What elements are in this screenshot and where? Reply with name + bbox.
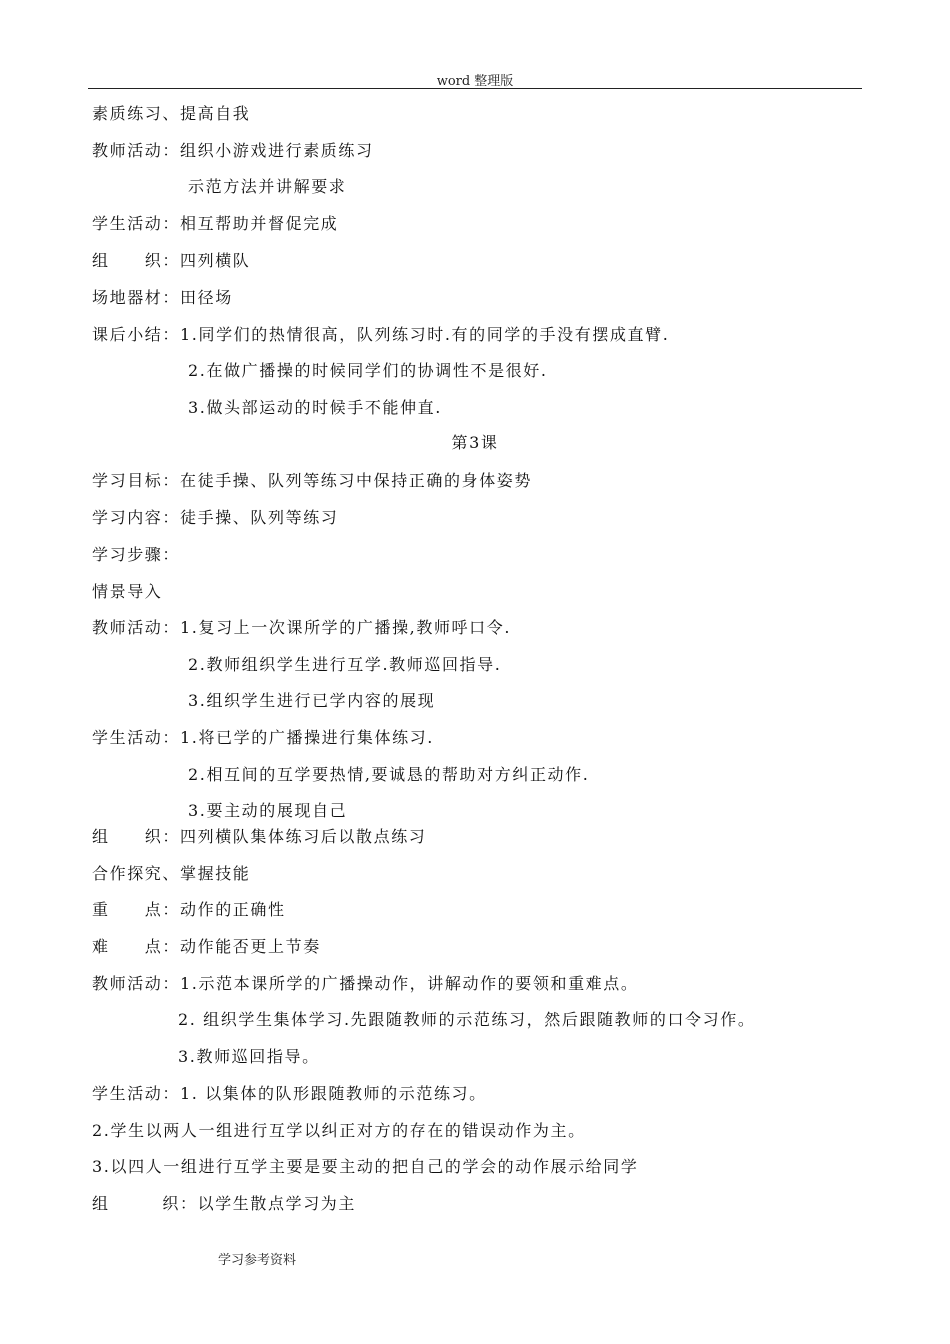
text-line: 组 织：以学生散点学习为主 — [92, 1194, 357, 1213]
text-line: 2.学生以两人一组进行互学以纠正对方的存在的错误动作为主。 — [92, 1121, 586, 1140]
page-header: word 整理版 — [436, 74, 514, 89]
text-line: 3.以四人一组进行互学主要是要主动的把自己的学会的动作展示给同学 — [92, 1157, 639, 1176]
text-line: 学习内容：徒手操、队列等练习 — [92, 508, 339, 527]
section-heading: 合作探究、掌握技能 — [92, 864, 251, 883]
text-line: 场地器材：田径场 — [92, 288, 233, 307]
text-line: 3.教师巡回指导。 — [178, 1047, 320, 1066]
text-line: 学生活动：1. 以集体的队形跟随教师的示范练习。 — [92, 1084, 487, 1103]
text-line: 教师活动：1.复习上一次课所学的广播操,教师呼口令. — [92, 618, 512, 637]
text-line: 重 点：动作的正确性 — [92, 900, 286, 919]
text-line: 学习步骤： — [92, 545, 181, 564]
text-line: 3.组织学生进行已学内容的展现 — [188, 691, 436, 710]
text-line: 学生活动：相互帮助并督促完成 — [92, 214, 339, 233]
section-heading: 情景导入 — [92, 582, 163, 601]
text-line: 2. 组织学生集体学习.先跟随教师的示范练习，然后跟随教师的口令习作。 — [178, 1010, 756, 1029]
text-line: 2.相互间的互学要热情,要诚恳的帮助对方纠正动作. — [188, 765, 590, 784]
text-line: 2.教师组织学生进行互学.教师巡回指导. — [188, 655, 502, 674]
section-heading: 素质练习、提高自我 — [92, 104, 251, 123]
text-line: 教师活动：组织小游戏进行素质练习 — [92, 141, 374, 160]
text-line: 3.要主动的展现自己 — [188, 801, 348, 820]
text-line: 示范方法并讲解要求 — [188, 177, 347, 196]
text-line: 难 点：动作能否更上节奏 — [92, 937, 321, 956]
text-line: 课后小结：1.同学们的热情很高，队列练习时.有的同学的手没有摆成直臂. — [92, 325, 670, 344]
text-line: 2.在做广播操的时候同学们的协调性不是很好. — [188, 361, 548, 380]
text-line: 3.做头部运动的时候手不能伸直. — [188, 398, 442, 417]
text-line: 组 织：四列横队 — [92, 251, 251, 270]
text-line: 学生活动：1.将已学的广播操进行集体练习. — [92, 728, 434, 747]
text-line: 教师活动：1.示范本课所学的广播操动作，讲解动作的要领和重难点。 — [92, 974, 639, 993]
page-footer: 学习参考资料 — [218, 1253, 297, 1268]
lesson-title: 第3课 — [451, 433, 499, 452]
text-line: 学习目标：在徒手操、队列等练习中保持正确的身体姿势 — [92, 471, 533, 490]
text-line: 组 织：四列横队集体练习后以散点练习 — [92, 827, 427, 846]
